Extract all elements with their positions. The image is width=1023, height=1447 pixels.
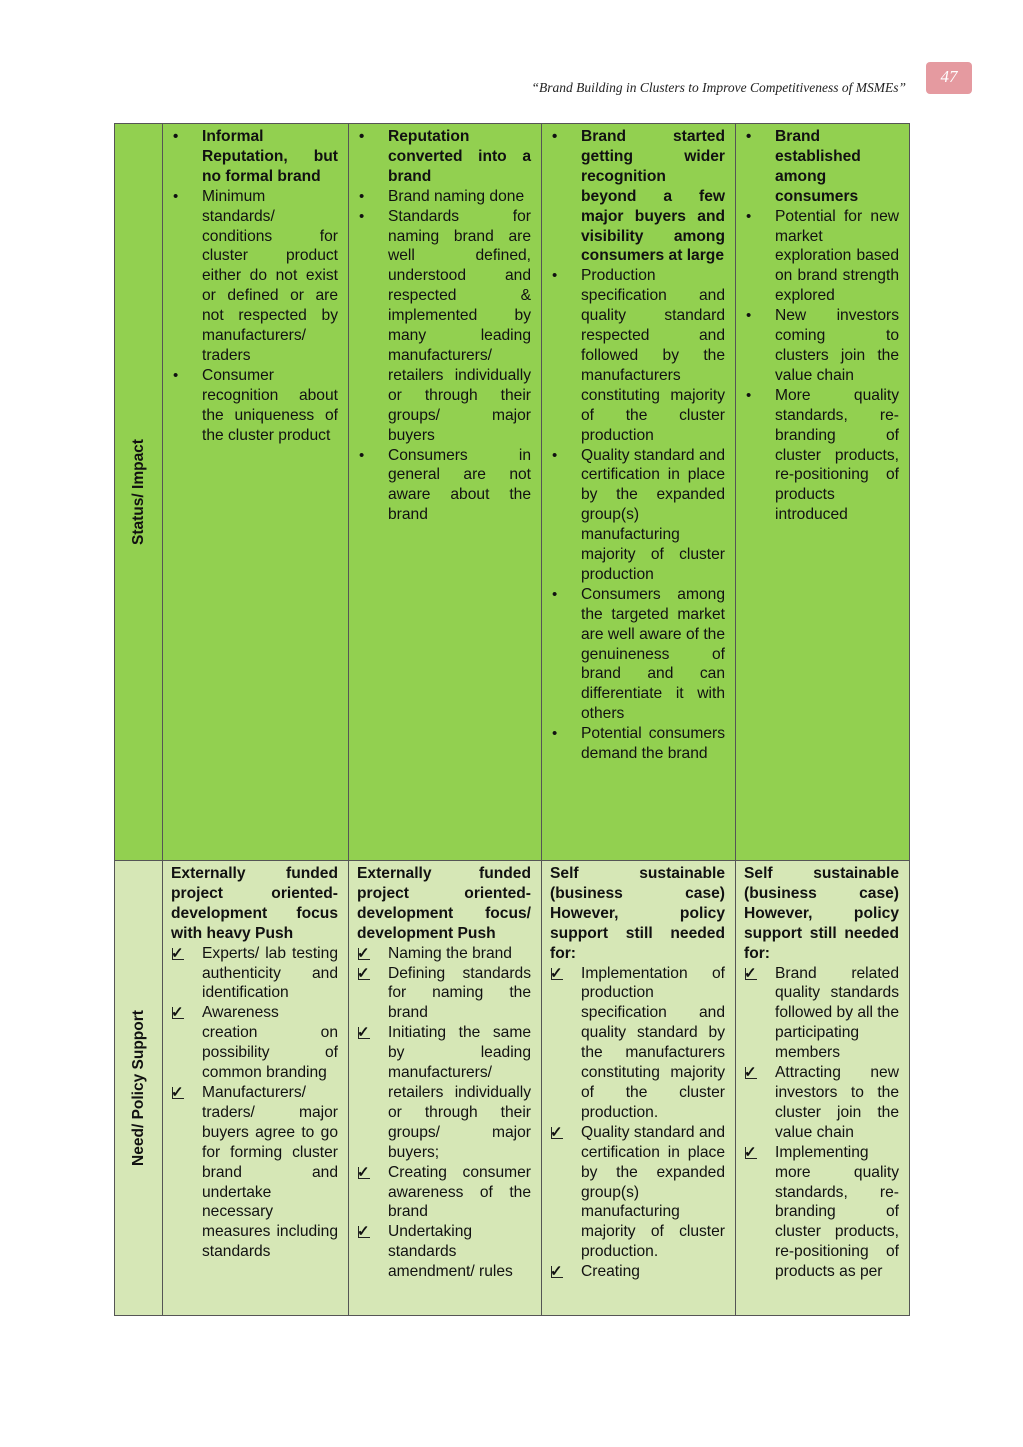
status-bullet-item: • Consumer recognition about the uniqueness of the cluster product <box>171 366 338 446</box>
status-bullet-item: • New investors coming to clusters join the value chain <box>744 306 899 386</box>
brand-stages-table <box>114 123 910 1316</box>
need-checklist <box>357 944 531 1282</box>
need-check-item: ✓ Quality standard and certification in place by the expanded group(s) manufacturing majority of cluster production. <box>550 1123 725 1262</box>
need-check-item: ✓ Initiating the same by leading manufacturers/ retailers individually or through their groups/ major buyers; <box>357 1023 531 1162</box>
status-bullet-list <box>171 127 338 446</box>
need-policy-label: Need/ Policy Support <box>129 1010 147 1166</box>
status-impact-header <box>115 124 163 861</box>
status-bullet-item: • Minimum standards/ conditions for cluster product either do not exist or defined or are not respected by manufacturers/ traders <box>171 187 338 366</box>
need-policy-header <box>115 861 163 1316</box>
status-bullet-item: • Standards for naming brand are well defined, understood and respected & implemented by many leading manufacturers/ retailers individually or through their groups/ major buyers <box>357 207 531 446</box>
page-number-badge: 47 <box>926 62 972 94</box>
need-policy-row <box>115 861 910 1316</box>
need-cell-stage-4 <box>736 861 910 1316</box>
status-cell-stage-4 <box>736 124 910 861</box>
need-intro: Self sustainable (business case) However, policy support still needed for: <box>550 865 725 962</box>
status-bullet-list <box>744 127 899 525</box>
need-check-item: ✓ Creating consumer awareness of the brand <box>357 1163 531 1223</box>
status-cell-stage-3 <box>542 124 736 861</box>
need-check-item: ✓ Implementing more quality standards, re-branding of cluster products, re-positioning of products as per <box>744 1143 899 1282</box>
status-bullet-item: • Quality standard and certification in place by the expanded group(s) manufacturing majority of cluster production <box>550 446 725 585</box>
status-bullet-item: • Reputation converted into a brand <box>357 127 531 187</box>
need-check-item: ✓ Awareness creation on possibility of common branding <box>171 1003 338 1083</box>
need-check-item: ✓ Brand related quality standards followed by all the participating members <box>744 964 899 1064</box>
need-checklist <box>744 964 899 1283</box>
status-bullet-item: • Brand naming done <box>357 187 531 207</box>
status-bullet-item: • More quality standards, re-branding of cluster products, re-positioning of products introduced <box>744 386 899 525</box>
status-bullet-item: • Consumers among the targeted market are well aware of the genuineness of brand and can differentiate it with others <box>550 585 725 724</box>
status-cell-stage-2 <box>349 124 542 861</box>
status-bullet-item: • Potential consumers demand the brand <box>550 724 725 764</box>
status-bullet-item: • Brand started getting wider recognition beyond a few major buyers and visibility among consumers at large <box>550 127 725 266</box>
need-check-item: ✓ Undertaking standards amendment/ rules <box>357 1222 531 1282</box>
status-bullet-item: • Production specification and quality standard respected and followed by the manufacturers constituting majority of the cluster production <box>550 266 725 445</box>
status-bullet-item: • Informal Reputation, but no formal brand <box>171 127 338 187</box>
need-cell-stage-3 <box>542 861 736 1316</box>
need-checklist <box>171 944 338 1263</box>
need-check-item: ✓ Experts/ lab testing authenticity and identification <box>171 944 338 1004</box>
status-bullet-item: • Consumers in general are not aware about the brand <box>357 446 531 526</box>
need-intro: Externally funded project oriented-development focus/ development Push <box>357 865 531 942</box>
need-check-item: ✓ Naming the brand <box>357 944 531 964</box>
need-cell-stage-1 <box>163 861 349 1316</box>
need-check-item: ✓ Attracting new investors to the cluster join the value chain <box>744 1063 899 1143</box>
need-check-item: ✓ Defining standards for naming the brand <box>357 964 531 1024</box>
status-cell-stage-1 <box>163 124 349 861</box>
need-intro: Externally funded project oriented-development focus with heavy Push <box>171 865 338 942</box>
status-bullet-list <box>357 127 531 525</box>
need-checklist <box>550 964 725 1283</box>
status-impact-label: Status/ Impact <box>129 439 147 545</box>
need-check-item: ✓ Manufacturers/ traders/ major buyers agree to go for forming cluster brand and undertake necessary measures including standards <box>171 1083 338 1262</box>
need-intro: Self sustainable (business case) However, policy support still needed for: <box>744 865 899 962</box>
running-header: “Brand Building in Clusters to Improve Competitiveness of MSMEs” <box>531 80 906 95</box>
status-bullet-item: • Potential for new market exploration based on brand strength explored <box>744 207 899 307</box>
status-bullet-item: • Brand established among consumers <box>744 127 899 207</box>
need-check-item: ✓ Creating <box>550 1262 725 1282</box>
need-check-item: ✓ Implementation of production specification and quality standard by the manufacturers constituting majority of the cluster production. <box>550 964 725 1123</box>
status-bullet-list <box>550 127 725 764</box>
status-impact-row <box>115 124 910 861</box>
need-cell-stage-2 <box>349 861 542 1316</box>
